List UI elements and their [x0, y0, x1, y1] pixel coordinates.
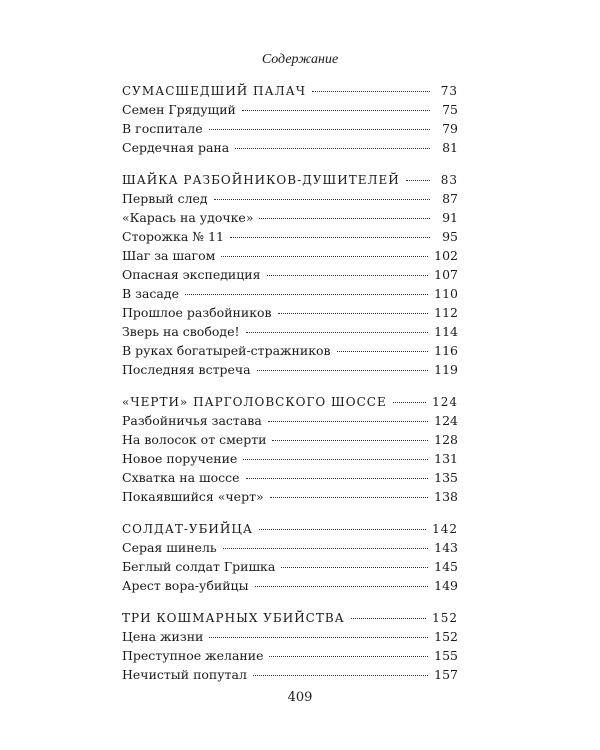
section-title: СУМАСШЕДШИЙ ПАЛАЧ — [122, 84, 306, 98]
dot-leader — [223, 547, 428, 549]
entry-title: Семен Грядущий — [122, 102, 236, 117]
dot-leader — [246, 331, 429, 333]
dot-leader — [246, 477, 429, 479]
toc-section — [122, 171, 458, 379]
toc-entry[interactable] — [122, 647, 458, 665]
table-of-contents — [122, 82, 458, 698]
page-number: 91 — [442, 210, 458, 225]
dot-leader — [221, 255, 428, 257]
toc-entry[interactable] — [122, 488, 458, 506]
page-number: 87 — [442, 191, 458, 206]
section-title: ШАЙКА РАЗБОЙНИКОВ-ДУШИТЕЛЕЙ — [122, 173, 400, 187]
toc-entry[interactable] — [122, 628, 458, 646]
entry-title: В засаде — [122, 286, 179, 301]
entry-title: Преступное желание — [122, 648, 264, 663]
entry-title: Сердечная рана — [122, 140, 230, 155]
toc-section-heading[interactable] — [122, 609, 458, 627]
page-number: 116 — [434, 343, 458, 358]
toc-section — [122, 82, 458, 157]
toc-entry[interactable] — [122, 285, 458, 303]
entry-title: Новое поручение — [122, 451, 238, 466]
dot-leader — [209, 636, 428, 638]
page-number: 131 — [434, 451, 458, 466]
page-number: 149 — [434, 578, 458, 593]
page-number: 112 — [434, 305, 458, 320]
toc-entry[interactable] — [122, 139, 458, 157]
entry-title: Покаявшийся «черт» — [122, 489, 264, 504]
toc-entry[interactable] — [122, 228, 458, 246]
toc-entry[interactable] — [122, 120, 458, 138]
page-number: 135 — [434, 470, 458, 485]
toc-entry[interactable] — [122, 101, 458, 119]
dot-leader — [214, 198, 430, 200]
toc-entry[interactable] — [122, 431, 458, 449]
dot-leader — [278, 312, 429, 314]
toc-section — [122, 393, 458, 506]
entry-title: Цена жизни — [122, 629, 204, 644]
page-number: 95 — [442, 229, 458, 244]
toc-entry[interactable] — [122, 450, 458, 468]
toc-section — [122, 609, 458, 684]
toc-entry[interactable] — [122, 412, 458, 430]
entry-title: Опасная экспедиция — [122, 267, 261, 282]
page-number: 138 — [434, 489, 458, 504]
entry-title: Нечистый попутал — [122, 667, 247, 682]
page-number: 73 — [440, 84, 458, 98]
page-number-footer: 409 — [287, 690, 313, 705]
toc-entry[interactable] — [122, 558, 458, 576]
entry-title: Последняя встреча — [122, 362, 251, 377]
dot-leader — [209, 128, 430, 130]
dot-leader — [253, 674, 428, 676]
entry-title: Арест вора-убийцы — [122, 578, 249, 593]
toc-section-heading[interactable] — [122, 82, 458, 100]
dot-leader — [269, 655, 428, 657]
entry-title: В руках богатырей-стражников — [122, 343, 331, 358]
dot-leader — [235, 147, 430, 149]
section-title: СОЛДАТ-УБИЙЦА — [122, 522, 253, 536]
toc-section — [122, 520, 458, 595]
toc-entry[interactable] — [122, 304, 458, 322]
toc-entry[interactable] — [122, 247, 458, 265]
toc-section-heading[interactable] — [122, 393, 458, 411]
dot-leader — [242, 109, 430, 111]
entry-title: «Карась на удочке» — [122, 210, 254, 225]
dot-leader — [257, 369, 429, 371]
toc-entry[interactable] — [122, 361, 458, 379]
entry-title: На волосок от смерти — [122, 432, 267, 447]
page-number: 124 — [434, 413, 458, 428]
dot-leader — [312, 90, 430, 92]
entry-title: Беглый солдат Гришка — [122, 559, 276, 574]
entry-title: Серая шинель — [122, 540, 217, 555]
page-number: 110 — [434, 286, 458, 301]
toc-entry[interactable] — [122, 666, 458, 684]
page-number: 157 — [434, 667, 458, 682]
page-number: 114 — [434, 324, 458, 339]
entry-title: Сторожка № 11 — [122, 229, 224, 244]
dot-leader — [267, 274, 429, 276]
toc-section-heading[interactable] — [122, 171, 458, 189]
dot-leader — [393, 401, 426, 403]
dot-leader — [259, 528, 426, 530]
dot-leader — [351, 617, 426, 619]
page-number: 119 — [434, 362, 458, 377]
page-number: 145 — [434, 559, 458, 574]
dot-leader — [406, 179, 430, 181]
dot-leader — [259, 217, 430, 219]
toc-entry[interactable] — [122, 577, 458, 595]
page-number: 142 — [432, 522, 458, 536]
dot-leader — [268, 420, 428, 422]
page-number: 155 — [434, 648, 458, 663]
toc-entry[interactable] — [122, 469, 458, 487]
dot-leader — [281, 566, 428, 568]
dot-leader — [337, 350, 429, 352]
toc-entry[interactable] — [122, 190, 458, 208]
entry-title: Первый след — [122, 191, 208, 206]
dot-leader — [230, 236, 430, 238]
dot-leader — [255, 585, 429, 587]
running-header: Содержание — [261, 52, 339, 67]
toc-entry[interactable] — [122, 209, 458, 227]
page-number: 124 — [432, 395, 458, 409]
page-number: 79 — [442, 121, 458, 136]
page-number: 128 — [434, 432, 458, 447]
page-number: 152 — [434, 629, 458, 644]
dot-leader — [243, 458, 428, 460]
dot-leader — [272, 439, 428, 441]
page-number: 75 — [442, 102, 458, 117]
section-title: ТРИ КОШМАРНЫХ УБИЙСТВА — [122, 611, 345, 625]
page-number: 143 — [434, 540, 458, 555]
toc-entry[interactable] — [122, 539, 458, 557]
toc-section-heading[interactable] — [122, 520, 458, 538]
page-number: 81 — [442, 140, 458, 155]
entry-title: Разбойничья застава — [122, 413, 262, 428]
section-title: «ЧЕРТИ» ПАРГОЛОВСКОГО ШОССЕ — [122, 395, 387, 409]
entry-title: В госпитале — [122, 121, 203, 136]
toc-entry[interactable] — [122, 342, 458, 360]
page-number: 107 — [434, 267, 458, 282]
toc-entry[interactable] — [122, 323, 458, 341]
page-number: 152 — [432, 611, 458, 625]
entry-title: Схватка на шоссе — [122, 470, 240, 485]
dot-leader — [270, 496, 429, 498]
entry-title: Шаг за шагом — [122, 248, 216, 263]
dot-leader — [185, 293, 428, 295]
entry-title: Прошлое разбойников — [122, 305, 272, 320]
page-number: 102 — [434, 248, 458, 263]
entry-title: Зверь на свободе! — [122, 324, 240, 339]
toc-entry[interactable] — [122, 266, 458, 284]
page-number: 83 — [440, 173, 458, 187]
